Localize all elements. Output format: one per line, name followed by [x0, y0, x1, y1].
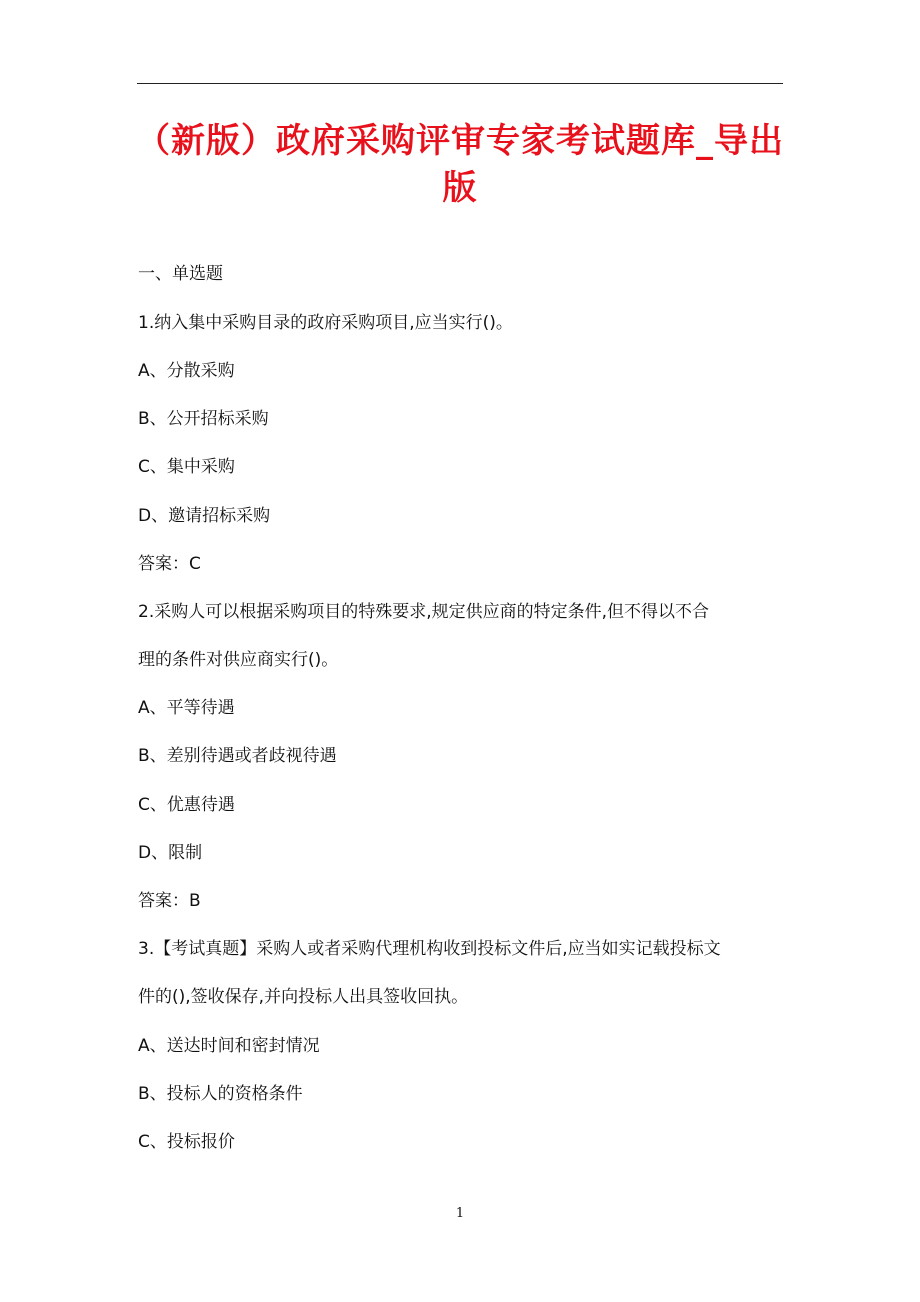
document-title-line-1: （新版）政府采购评审专家考试题库_导出 [136, 121, 784, 161]
question-3-stem-line-2: 件的(),签收保存,并向投标人出具签收回执。 [138, 987, 469, 1007]
question-3-option-b: B、投标人的资格条件 [138, 1084, 303, 1104]
question-3-stem-line-1: 3.【考试真题】采购人或者采购代理机构收到投标文件后,应当如实记载投标文 [138, 939, 721, 959]
question-1-option-b: B、公开招标采购 [138, 409, 269, 429]
question-1-option-c: C、集中采购 [138, 457, 235, 477]
question-3-option-a: A、送达时间和密封情况 [138, 1036, 320, 1056]
question-1-answer: 答案：C [138, 554, 201, 574]
header-rule [137, 83, 783, 84]
question-1-option-a: A、分散采购 [138, 361, 235, 381]
page-number: 1 [455, 1206, 465, 1221]
question-1-stem: 1.纳入集中采购目录的政府采购项目,应当实行()。 [138, 313, 513, 333]
document-title [120, 118, 800, 212]
question-2-option-b: B、差别待遇或者歧视待遇 [138, 746, 337, 766]
question-1-option-d: D、邀请招标采购 [138, 506, 271, 526]
question-2-option-d: D、限制 [138, 843, 203, 863]
question-2-stem-line-2: 理的条件对供应商实行()。 [138, 650, 339, 670]
document-title-line-2: 版 [442, 168, 478, 208]
section-heading: 一、单选题 [138, 264, 223, 284]
question-2-answer: 答案：B [138, 891, 201, 911]
question-2-stem-line-1: 2.采购人可以根据采购项目的特殊要求,规定供应商的特定条件,但不得以不合 [138, 602, 710, 622]
question-2-option-a: A、平等待遇 [138, 698, 235, 718]
question-2-option-c: C、优惠待遇 [138, 795, 235, 815]
question-3-option-c: C、投标报价 [138, 1132, 235, 1152]
